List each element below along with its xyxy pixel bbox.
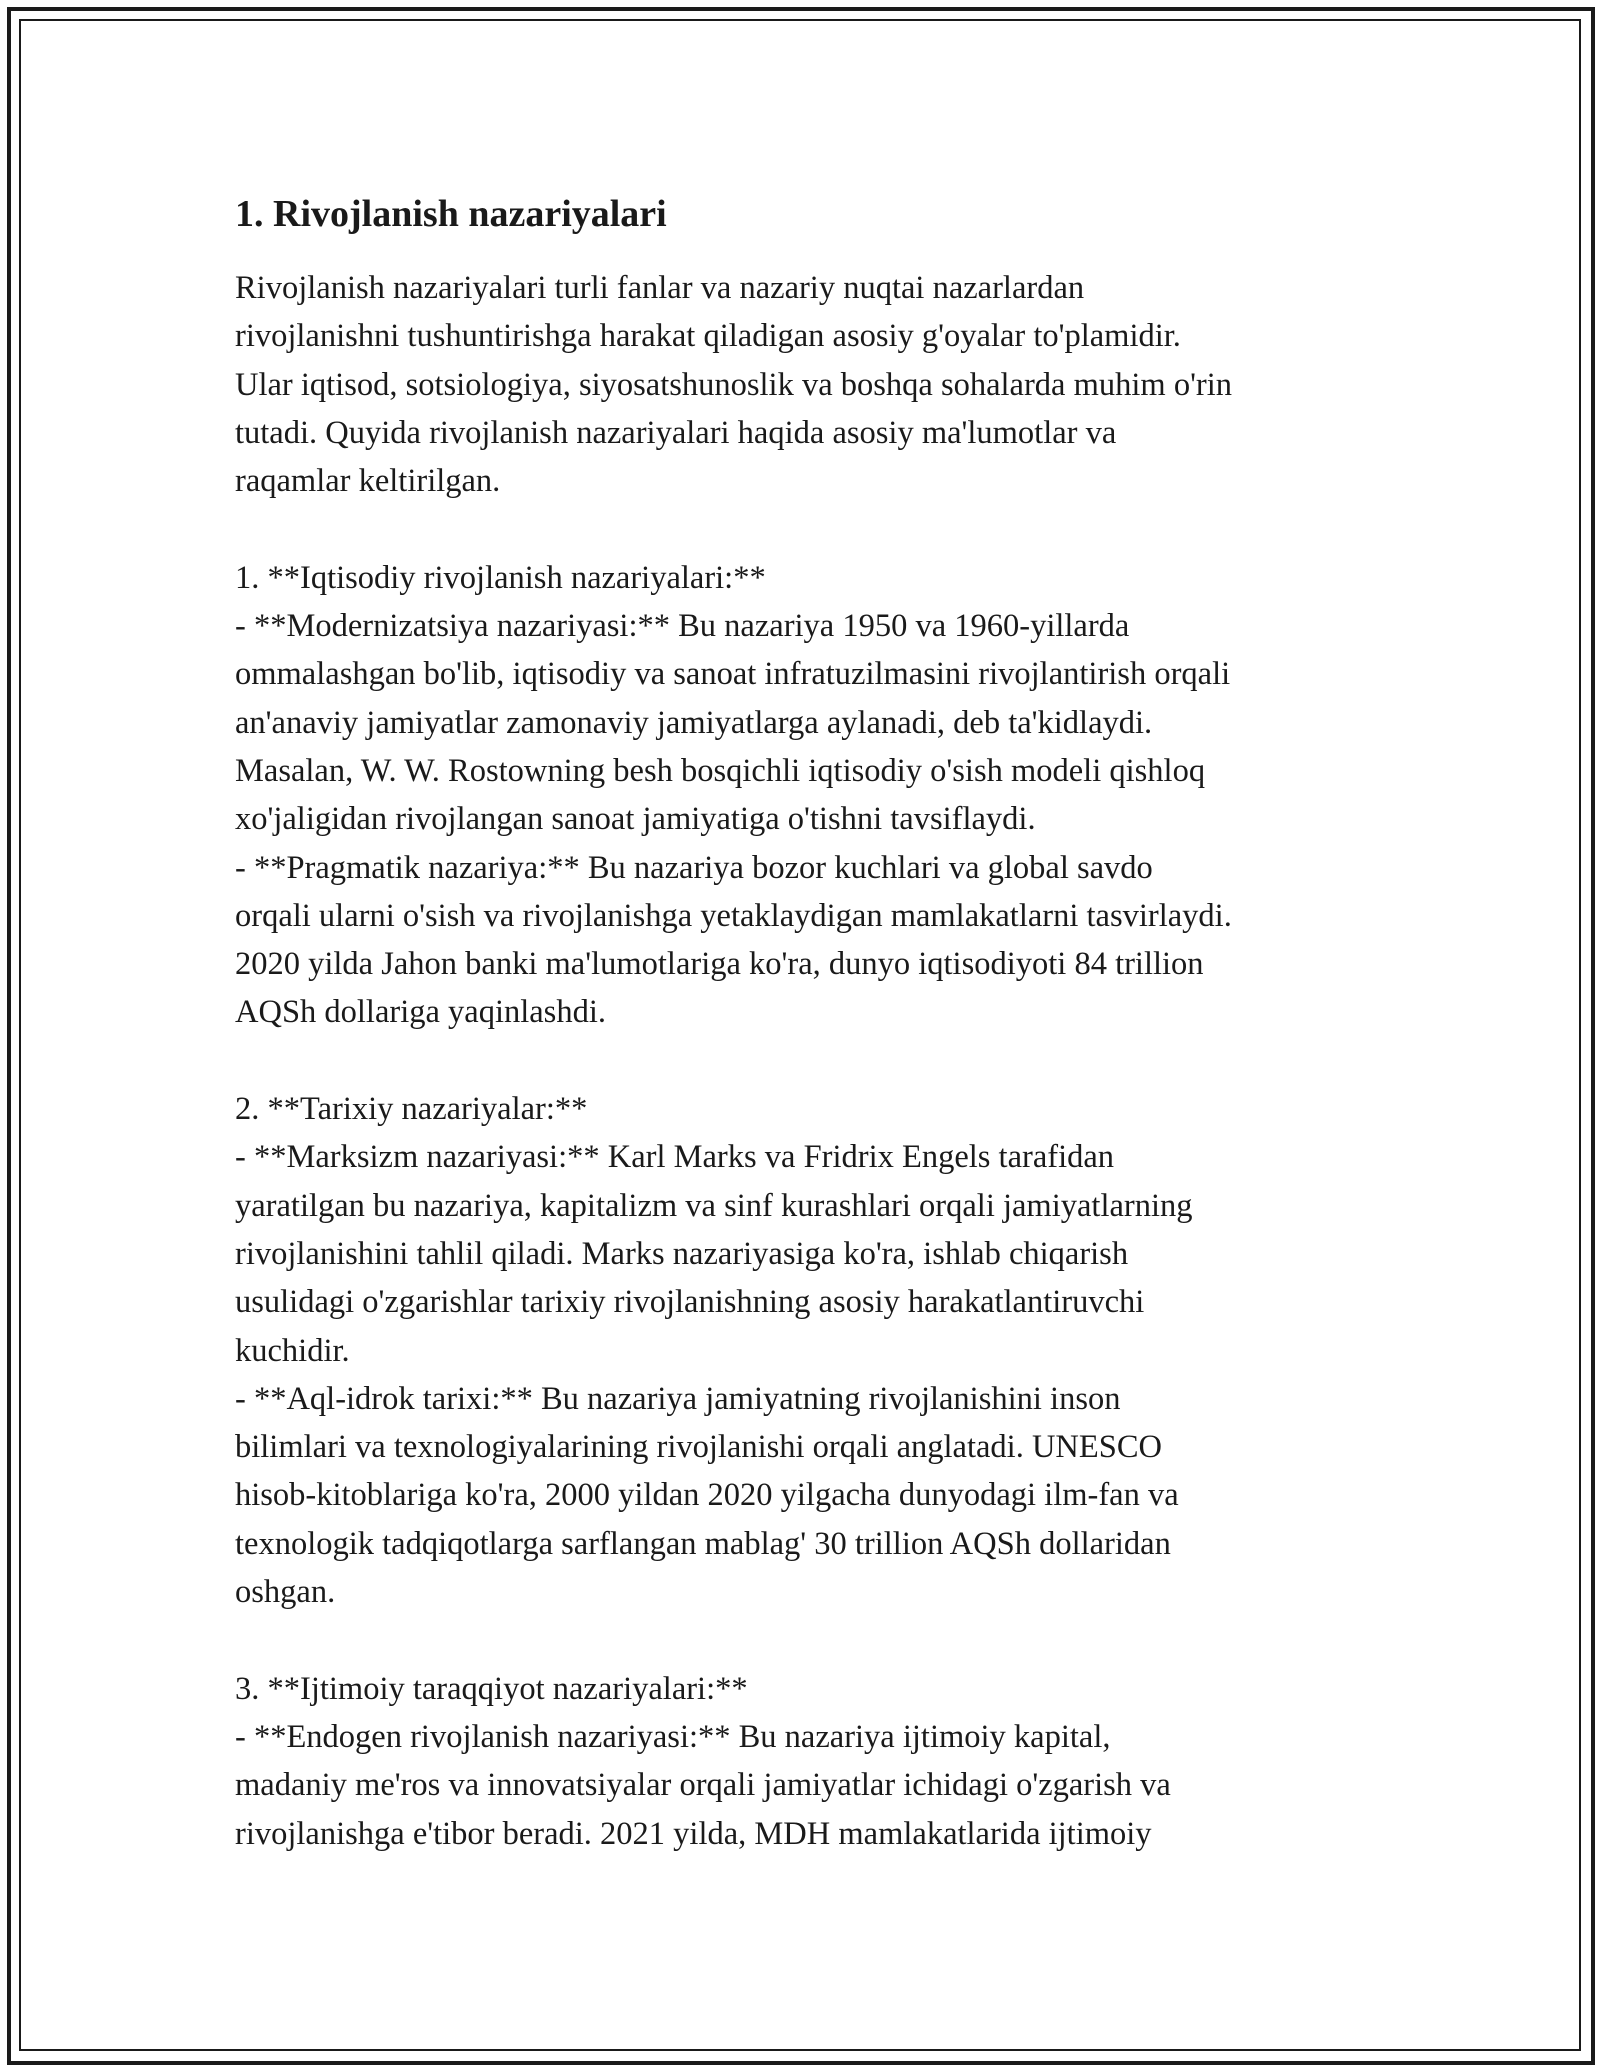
section-heading: 2. **Tarixiy nazariyalar:** xyxy=(235,1091,588,1128)
document-body xyxy=(235,188,1375,1858)
section-economic xyxy=(235,554,1375,1037)
spacer xyxy=(235,1037,1375,1085)
section-heading: 3. **Ijtimoiy taraqqiyot nazariyalari:** xyxy=(235,1670,748,1707)
list-item: - **Endogen rivojlanish nazariyasi:** Bu nazariya ijtimoiy kapital, madaniy me'ros va innovatsiyalar orqali jamiyatlar ichidagi o'zgarish va rivojlanishga e'tibor beradi. 2021 yilda, MDH mamlakatlarida ijtimoiy xyxy=(235,1718,1171,1852)
section-historical xyxy=(235,1085,1375,1616)
intro-paragraph: Rivojlanish nazariyalari turli fanlar va nazariy nuqtai nazarlardan rivojlanishni tushuntirishga harakat qiladigan asosiy g'oyalar to'plamidir. Ular iqtisod, sotsiologiya, siyosatshunoslik va boshqa sohalarda muhim o'rin tutadi. Quyida rivojlanish nazariyalari haqida asosiy ma'lumotlar va raqamlar keltirilgan. xyxy=(235,270,1233,500)
list-item: - **Modernizatsiya nazariyasi:** Bu nazariya 1950 va 1960-yillarda ommalashgan bo'lib, iqtisodiy va sanoat infratuzilmasini rivojlantirish orqali an'anaviy jamiyatlar zamonaviy jamiyatlarga aylanadi, deb ta'kidlaydi. Masalan, W. W. Rostowning besh bosqichli iqtisodiy o'sish modeli qishloq xo'jaligidan rivojlangan sanoat jamiyatiga o'tishni tavsiflaydi. xyxy=(235,608,1231,838)
section-heading: 1. **Iqtisodiy rivojlanish nazariyalari:** xyxy=(235,559,766,596)
document-title: 1. Rivojlanish nazariyalari xyxy=(235,193,667,235)
list-item: - **Pragmatik nazariya:** Bu nazariya bozor kuchlari va global savdo orqali ularni o'sish va rivojlanishga yetaklaydigan mamlakatlarni tasvirlaydi. 2020 yilda Jahon banki ma'lumotlariga ko'ra, dunyo iqtisodiyoti 84 trillion AQSh dollariga yaqinlashdi. xyxy=(235,849,1232,1031)
list-item: - **Marksizm nazariyasi:** Karl Marks va Fridrix Engels tarafidan yaratilgan bu nazariya, kapitalizm va sinf kurashlari orqali jamiyatlarning rivojlanishini tahlil qiladi. Marks nazariyasiga ko'ra, ishlab chiqarish usulidagi o'zgarishlar tarixiy rivojlanishning asosiy harakatlantiruvchi kuchidir. xyxy=(235,1139,1193,1369)
spacer xyxy=(235,505,1375,553)
section-social xyxy=(235,1665,1375,1858)
list-item: - **Aql-idrok tarixi:** Bu nazariya jamiyatning rivojlanishini inson bilimlari va texnologiyalarining rivojlanishi orqali anglatadi. UNESCO hisob-kitoblariga ko'ra, 2000 yildan 2020 yilgacha dunyodagi ilm-fan va texnologik tadqiqotlarga sarflangan mablag' 30 trillion AQSh dollaridan oshgan. xyxy=(235,1380,1179,1611)
spacer xyxy=(235,1616,1375,1664)
